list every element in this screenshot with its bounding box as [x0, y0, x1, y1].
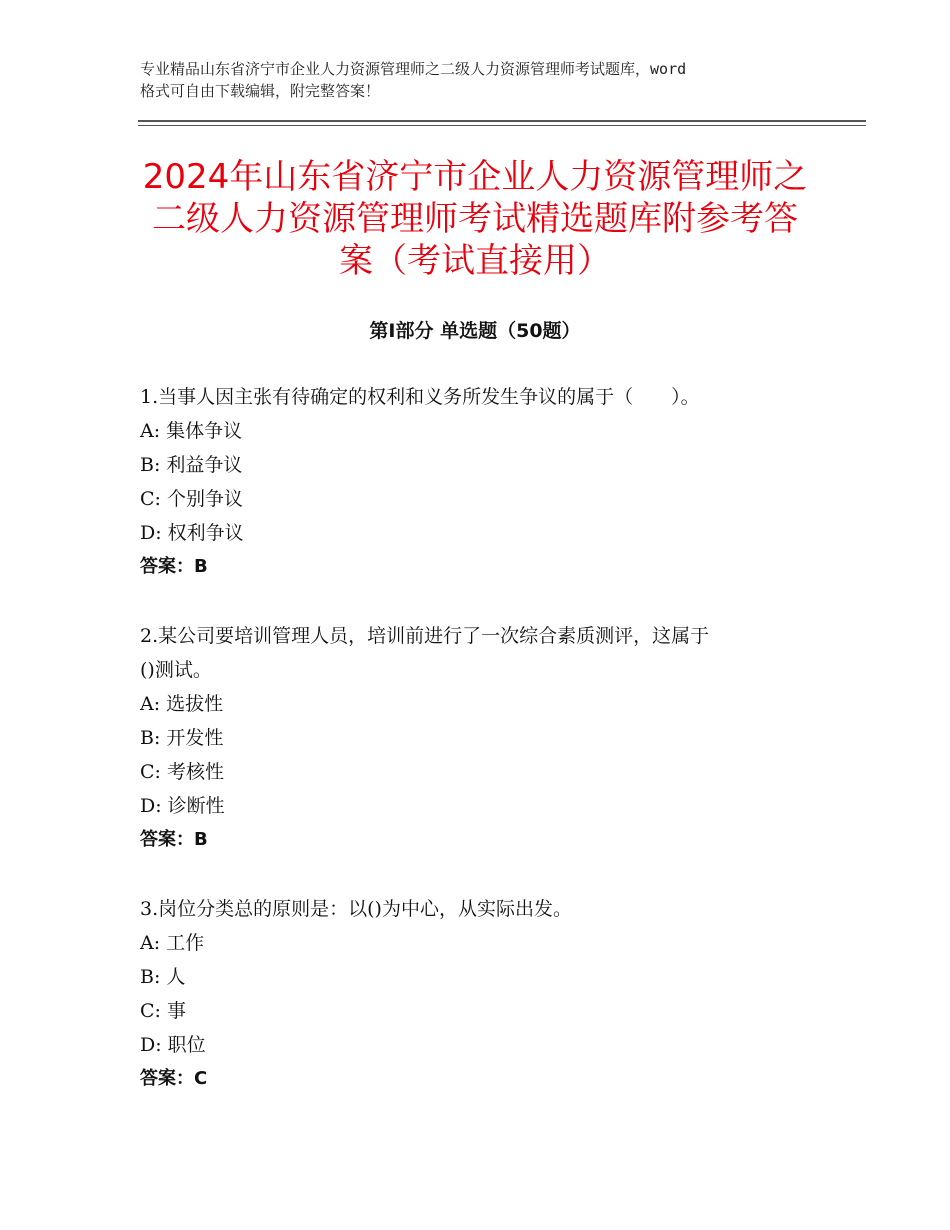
document-title-line-3: 案（考试直接用）: [339, 241, 611, 281]
question-stem: 1.当事人因主张有待确定的权利和义务所发生争议的属于（ ）。: [140, 386, 700, 408]
option-b: B: 利益争议: [140, 454, 243, 476]
question-1: [140, 380, 860, 584]
option-b: B: 人: [140, 966, 186, 988]
option-d: D: 权利争议: [140, 522, 244, 544]
section-heading: 第Ⅰ部分 单选题（50题）: [369, 320, 581, 342]
option-d: D: 诊断性: [140, 795, 225, 817]
question-stem: 3.岗位分类总的原则是：以()为中心，从实际出发。: [140, 898, 572, 920]
question-3: [140, 892, 860, 1096]
option-a: A: 工作: [140, 932, 205, 954]
option-c: C: 考核性: [140, 761, 224, 783]
document-title-line-1: 2024年山东省济宁市企业人力资源管理师之: [142, 157, 808, 197]
option-b: B: 开发性: [140, 727, 224, 749]
question-stem: 2.某公司要培训管理人员，培训前进行了一次综合素质测评，这属于: [140, 625, 710, 647]
option-c: C: 个别争议: [140, 488, 243, 510]
option-d: D: 职位: [140, 1034, 206, 1056]
option-a: A: 集体争议: [140, 420, 243, 442]
document-title: [100, 156, 850, 282]
option-a: A: 选拔性: [140, 693, 224, 715]
document-title-line-2: 二级人力资源管理师考试精选题库附参考答: [152, 199, 798, 239]
answer: 答案：C: [140, 1068, 208, 1089]
answer: 答案：B: [140, 556, 208, 577]
header-note-line-1: 专业精品山东省济宁市企业人力资源管理师之二级人力资源管理师考试题库，word: [140, 60, 687, 78]
header-divider-thick: [138, 120, 866, 122]
header-divider-thin: [138, 125, 866, 126]
question-stem-continued: ()测试。: [140, 659, 212, 681]
header-note: [140, 58, 830, 102]
option-c: C: 事: [140, 1000, 186, 1022]
header-note-line-2: 格式可自由下载编辑，附完整答案！: [140, 82, 381, 100]
question-2: [140, 619, 860, 857]
answer: 答案：B: [140, 829, 208, 850]
